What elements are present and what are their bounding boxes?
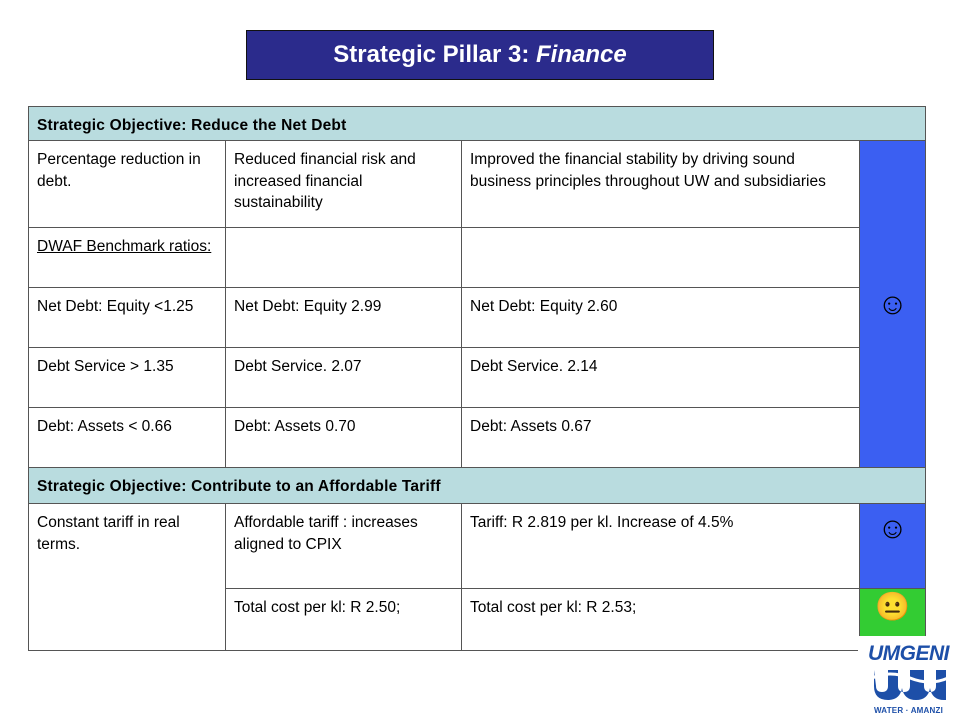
objective-header-tariff: Strategic Objective: Contribute to an Affordable Tariff [29, 468, 926, 504]
table-cell: Total cost per kl: R 2.50; [226, 589, 462, 651]
table-cell: Reduced financial risk and increased financial sustainability [226, 141, 462, 228]
objective-header-net-debt: Strategic Objective: Reduce the Net Debt [29, 107, 926, 141]
status-smiley-icon: ☺ [860, 141, 926, 468]
water-wave-icon [870, 666, 950, 704]
logo-tagline: WATER · AMANZI [874, 706, 944, 715]
table-cell: Affordable tariff : increases aligned to CPIX [226, 504, 462, 589]
table-row [29, 288, 926, 348]
table-cell: Improved the financial stability by driving sound business principles throughout UW and subsidiaries [462, 141, 860, 228]
table-cell: Debt Service > 1.35 [29, 348, 226, 408]
table-row [29, 228, 926, 288]
umgeni-logo [858, 636, 960, 720]
status-smiley-icon: ☺ [860, 504, 926, 589]
table-cell: Debt: Assets 0.70 [226, 408, 462, 468]
table-cell: Net Debt: Equity 2.99 [226, 288, 462, 348]
table-cell: Debt: Assets 0.67 [462, 408, 860, 468]
table-row [29, 141, 926, 228]
title-prefix: Strategic Pillar 3: [333, 41, 537, 68]
table-cell [29, 228, 226, 288]
table-row [29, 348, 926, 408]
table-cell: Tariff: R 2.819 per kl. Increase of 4.5% [462, 504, 860, 589]
benchmark-label: DWAF Benchmark ratios: [37, 238, 212, 256]
finance-table [28, 106, 926, 651]
logo-name: UMGENI [868, 642, 949, 665]
table-cell: Total cost per kl: R 2.53; [462, 589, 860, 651]
table-cell: Debt: Assets < 0.66 [29, 408, 226, 468]
table-row [29, 107, 926, 141]
table-row [29, 504, 926, 589]
title-emphasis: Finance [536, 41, 627, 68]
table-cell: Constant tariff in real terms. [29, 504, 226, 651]
table-cell: Debt Service. 2.07 [226, 348, 462, 408]
table-cell: Debt Service. 2.14 [462, 348, 860, 408]
table-row [29, 408, 926, 468]
neutral-face-icon: 😐 [860, 589, 925, 625]
table-cell: Percentage reduction in debt. [29, 141, 226, 228]
table-cell: Net Debt: Equity <1.25 [29, 288, 226, 348]
table-cell [226, 228, 462, 288]
table-cell [462, 228, 860, 288]
page-title [246, 30, 714, 80]
table-cell: Net Debt: Equity 2.60 [462, 288, 860, 348]
table-row [29, 468, 926, 504]
